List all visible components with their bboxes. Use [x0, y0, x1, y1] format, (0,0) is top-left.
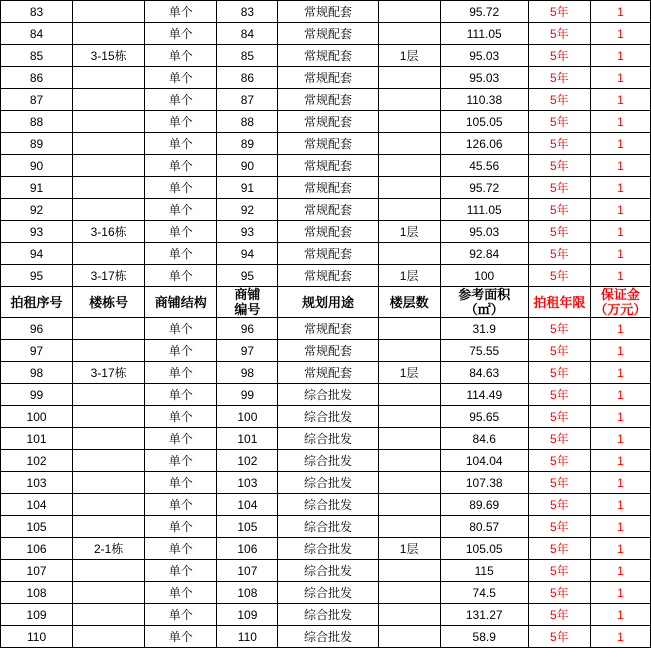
cell-shop-no: 108	[217, 582, 278, 604]
cell-deposit: 1	[590, 362, 650, 384]
header-structure: 商铺结构	[145, 287, 217, 318]
cell-deposit: 1	[590, 243, 650, 265]
cell-structure: 单个	[145, 155, 217, 177]
cell-term: 5年	[528, 494, 590, 516]
cell-seq: 97	[1, 340, 73, 362]
cell-building: 3-17栋	[73, 265, 145, 287]
table-row	[1, 221, 651, 243]
cell-seq: 85	[1, 45, 73, 67]
cell-term: 5年	[528, 384, 590, 406]
cell-shop-no: 99	[217, 384, 278, 406]
cell-deposit: 1	[590, 604, 650, 626]
cell-seq: 84	[1, 23, 73, 45]
cell-floors	[378, 243, 440, 265]
cell-area: 80.57	[440, 516, 528, 538]
table-row	[1, 362, 651, 384]
cell-seq: 105	[1, 516, 73, 538]
cell-term: 5年	[528, 472, 590, 494]
table-row	[1, 67, 651, 89]
table-row	[1, 340, 651, 362]
cell-floors	[378, 89, 440, 111]
table-row	[1, 318, 651, 340]
cell-usage: 常规配套	[278, 133, 378, 155]
header-shop-no: 商铺 编号	[217, 287, 278, 318]
table-row	[1, 23, 651, 45]
cell-floors	[378, 582, 440, 604]
cell-usage: 常规配套	[278, 111, 378, 133]
cell-area: 105.05	[440, 538, 528, 560]
table-row	[1, 265, 651, 287]
cell-term: 5年	[528, 111, 590, 133]
cell-shop-no: 83	[217, 1, 278, 23]
cell-floors	[378, 428, 440, 450]
cell-usage: 综合批发	[278, 516, 378, 538]
cell-building	[73, 626, 145, 648]
cell-deposit: 1	[590, 199, 650, 221]
cell-shop-no: 93	[217, 221, 278, 243]
table-row	[1, 494, 651, 516]
cell-structure: 单个	[145, 111, 217, 133]
cell-term: 5年	[528, 89, 590, 111]
cell-structure: 单个	[145, 406, 217, 428]
cell-shop-no: 88	[217, 111, 278, 133]
cell-term: 5年	[528, 450, 590, 472]
cell-shop-no: 102	[217, 450, 278, 472]
table-row	[1, 1, 651, 23]
table-row	[1, 111, 651, 133]
cell-shop-no: 97	[217, 340, 278, 362]
table-row	[1, 604, 651, 626]
cell-deposit: 1	[590, 582, 650, 604]
cell-floors	[378, 133, 440, 155]
cell-floors	[378, 67, 440, 89]
cell-structure: 单个	[145, 538, 217, 560]
cell-area: 84.63	[440, 362, 528, 384]
cell-term: 5年	[528, 406, 590, 428]
header-term: 拍租年限	[528, 287, 590, 318]
cell-building: 3-15栋	[73, 45, 145, 67]
cell-term: 5年	[528, 560, 590, 582]
cell-deposit: 1	[590, 111, 650, 133]
cell-seq: 94	[1, 243, 73, 265]
cell-seq: 110	[1, 626, 73, 648]
cell-deposit: 1	[590, 177, 650, 199]
cell-term: 5年	[528, 538, 590, 560]
cell-usage: 综合批发	[278, 494, 378, 516]
cell-usage: 常规配套	[278, 177, 378, 199]
cell-usage: 综合批发	[278, 582, 378, 604]
cell-deposit: 1	[590, 428, 650, 450]
cell-structure: 单个	[145, 45, 217, 67]
cell-structure: 单个	[145, 626, 217, 648]
cell-usage: 常规配套	[278, 1, 378, 23]
cell-area: 45.56	[440, 155, 528, 177]
cell-structure: 单个	[145, 265, 217, 287]
cell-floors	[378, 560, 440, 582]
cell-building	[73, 450, 145, 472]
cell-floors: 1层	[378, 221, 440, 243]
cell-building	[73, 243, 145, 265]
cell-area: 95.03	[440, 45, 528, 67]
header-building: 楼栋号	[73, 287, 145, 318]
table-row	[1, 155, 651, 177]
header-seq: 拍租序号	[1, 287, 73, 318]
cell-structure: 单个	[145, 340, 217, 362]
cell-term: 5年	[528, 221, 590, 243]
cell-floors: 1层	[378, 362, 440, 384]
cell-shop-no: 103	[217, 472, 278, 494]
cell-deposit: 1	[590, 538, 650, 560]
cell-deposit: 1	[590, 406, 650, 428]
table-row	[1, 516, 651, 538]
cell-term: 5年	[528, 243, 590, 265]
table-row	[1, 243, 651, 265]
cell-building	[73, 133, 145, 155]
cell-floors: 1层	[378, 265, 440, 287]
table-row	[1, 177, 651, 199]
cell-floors	[378, 199, 440, 221]
cell-area: 107.38	[440, 472, 528, 494]
cell-building	[73, 340, 145, 362]
table-row	[1, 582, 651, 604]
cell-area: 131.27	[440, 604, 528, 626]
cell-usage: 常规配套	[278, 243, 378, 265]
cell-structure: 单个	[145, 133, 217, 155]
cell-usage: 综合批发	[278, 450, 378, 472]
cell-floors	[378, 450, 440, 472]
cell-term: 5年	[528, 318, 590, 340]
cell-shop-no: 92	[217, 199, 278, 221]
cell-building	[73, 89, 145, 111]
table-row	[1, 133, 651, 155]
cell-building	[73, 177, 145, 199]
cell-structure: 单个	[145, 472, 217, 494]
cell-seq: 95	[1, 265, 73, 287]
cell-building	[73, 494, 145, 516]
cell-building	[73, 472, 145, 494]
cell-structure: 单个	[145, 494, 217, 516]
table-header-row	[1, 287, 651, 318]
cell-area: 100	[440, 265, 528, 287]
cell-structure: 单个	[145, 582, 217, 604]
table-row	[1, 406, 651, 428]
cell-area: 95.65	[440, 406, 528, 428]
cell-building	[73, 67, 145, 89]
cell-building	[73, 582, 145, 604]
cell-deposit: 1	[590, 384, 650, 406]
cell-floors	[378, 340, 440, 362]
cell-building	[73, 23, 145, 45]
cell-structure: 单个	[145, 23, 217, 45]
cell-building	[73, 384, 145, 406]
cell-shop-no: 107	[217, 560, 278, 582]
cell-usage: 综合批发	[278, 384, 378, 406]
cell-building	[73, 428, 145, 450]
table-row	[1, 89, 651, 111]
cell-deposit: 1	[590, 67, 650, 89]
cell-area: 92.84	[440, 243, 528, 265]
cell-structure: 单个	[145, 1, 217, 23]
cell-structure: 单个	[145, 450, 217, 472]
cell-usage: 综合批发	[278, 626, 378, 648]
cell-term: 5年	[528, 199, 590, 221]
cell-floors	[378, 177, 440, 199]
cell-usage: 常规配套	[278, 67, 378, 89]
cell-floors	[378, 1, 440, 23]
cell-term: 5年	[528, 265, 590, 287]
header-floors: 楼层数	[378, 287, 440, 318]
cell-shop-no: 105	[217, 516, 278, 538]
cell-seq: 92	[1, 199, 73, 221]
cell-usage: 综合批发	[278, 604, 378, 626]
cell-seq: 101	[1, 428, 73, 450]
cell-structure: 单个	[145, 318, 217, 340]
cell-term: 5年	[528, 582, 590, 604]
cell-deposit: 1	[590, 560, 650, 582]
cell-usage: 综合批发	[278, 472, 378, 494]
cell-area: 115	[440, 560, 528, 582]
cell-building	[73, 318, 145, 340]
cell-structure: 单个	[145, 243, 217, 265]
cell-building	[73, 406, 145, 428]
cell-term: 5年	[528, 45, 590, 67]
cell-seq: 88	[1, 111, 73, 133]
table-row	[1, 199, 651, 221]
table-row	[1, 472, 651, 494]
cell-shop-no: 94	[217, 243, 278, 265]
cell-floors	[378, 318, 440, 340]
cell-deposit: 1	[590, 23, 650, 45]
cell-building	[73, 516, 145, 538]
cell-floors	[378, 406, 440, 428]
cell-shop-no: 90	[217, 155, 278, 177]
cell-area: 89.69	[440, 494, 528, 516]
cell-term: 5年	[528, 626, 590, 648]
cell-usage: 常规配套	[278, 362, 378, 384]
cell-shop-no: 106	[217, 538, 278, 560]
cell-deposit: 1	[590, 340, 650, 362]
cell-seq: 108	[1, 582, 73, 604]
cell-building: 3-17栋	[73, 362, 145, 384]
table-row	[1, 45, 651, 67]
cell-term: 5年	[528, 604, 590, 626]
cell-area: 110.38	[440, 89, 528, 111]
cell-area: 95.72	[440, 177, 528, 199]
cell-term: 5年	[528, 340, 590, 362]
cell-floors	[378, 155, 440, 177]
cell-deposit: 1	[590, 265, 650, 287]
cell-deposit: 1	[590, 626, 650, 648]
cell-deposit: 1	[590, 318, 650, 340]
cell-structure: 单个	[145, 221, 217, 243]
cell-structure: 单个	[145, 177, 217, 199]
cell-deposit: 1	[590, 89, 650, 111]
cell-area: 95.03	[440, 221, 528, 243]
cell-structure: 单个	[145, 67, 217, 89]
cell-term: 5年	[528, 516, 590, 538]
cell-usage: 常规配套	[278, 318, 378, 340]
cell-structure: 单个	[145, 604, 217, 626]
cell-shop-no: 84	[217, 23, 278, 45]
cell-shop-no: 109	[217, 604, 278, 626]
cell-floors	[378, 384, 440, 406]
cell-seq: 107	[1, 560, 73, 582]
cell-shop-no: 89	[217, 133, 278, 155]
cell-structure: 单个	[145, 384, 217, 406]
cell-seq: 98	[1, 362, 73, 384]
cell-floors	[378, 604, 440, 626]
cell-area: 95.72	[440, 1, 528, 23]
cell-seq: 104	[1, 494, 73, 516]
cell-usage: 常规配套	[278, 340, 378, 362]
cell-building	[73, 560, 145, 582]
table-row	[1, 626, 651, 648]
cell-floors: 1层	[378, 45, 440, 67]
cell-deposit: 1	[590, 155, 650, 177]
cell-usage: 综合批发	[278, 560, 378, 582]
cell-usage: 常规配套	[278, 89, 378, 111]
cell-deposit: 1	[590, 45, 650, 67]
cell-usage: 综合批发	[278, 406, 378, 428]
cell-seq: 93	[1, 221, 73, 243]
cell-floors	[378, 472, 440, 494]
cell-floors	[378, 626, 440, 648]
cell-usage: 常规配套	[278, 265, 378, 287]
cell-deposit: 1	[590, 450, 650, 472]
cell-deposit: 1	[590, 494, 650, 516]
cell-term: 5年	[528, 155, 590, 177]
table-row	[1, 538, 651, 560]
cell-area: 31.9	[440, 318, 528, 340]
cell-shop-no: 100	[217, 406, 278, 428]
cell-deposit: 1	[590, 133, 650, 155]
cell-building: 3-16栋	[73, 221, 145, 243]
cell-term: 5年	[528, 362, 590, 384]
cell-seq: 100	[1, 406, 73, 428]
cell-usage: 常规配套	[278, 45, 378, 67]
cell-term: 5年	[528, 67, 590, 89]
cell-term: 5年	[528, 428, 590, 450]
header-deposit: 保证金 （万元）	[590, 287, 650, 318]
cell-area: 104.04	[440, 450, 528, 472]
cell-seq: 91	[1, 177, 73, 199]
cell-area: 114.49	[440, 384, 528, 406]
cell-usage: 综合批发	[278, 538, 378, 560]
cell-deposit: 1	[590, 1, 650, 23]
cell-structure: 单个	[145, 89, 217, 111]
header-area: 参考面积 （㎡）	[440, 287, 528, 318]
cell-area: 84.6	[440, 428, 528, 450]
cell-building	[73, 1, 145, 23]
cell-floors	[378, 23, 440, 45]
cell-structure: 单个	[145, 362, 217, 384]
cell-seq: 89	[1, 133, 73, 155]
cell-shop-no: 87	[217, 89, 278, 111]
cell-shop-no: 95	[217, 265, 278, 287]
cell-seq: 83	[1, 1, 73, 23]
cell-shop-no: 104	[217, 494, 278, 516]
cell-shop-no: 110	[217, 626, 278, 648]
cell-area: 126.06	[440, 133, 528, 155]
cell-seq: 90	[1, 155, 73, 177]
cell-seq: 102	[1, 450, 73, 472]
cell-shop-no: 86	[217, 67, 278, 89]
cell-building: 2-1栋	[73, 538, 145, 560]
cell-seq: 109	[1, 604, 73, 626]
cell-building	[73, 155, 145, 177]
cell-area: 74.5	[440, 582, 528, 604]
cell-term: 5年	[528, 133, 590, 155]
cell-structure: 单个	[145, 516, 217, 538]
cell-term: 5年	[528, 23, 590, 45]
cell-seq: 86	[1, 67, 73, 89]
cell-floors	[378, 494, 440, 516]
cell-area: 58.9	[440, 626, 528, 648]
cell-usage: 综合批发	[278, 428, 378, 450]
cell-building	[73, 199, 145, 221]
cell-building	[73, 111, 145, 133]
cell-structure: 单个	[145, 199, 217, 221]
cell-seq: 103	[1, 472, 73, 494]
cell-shop-no: 91	[217, 177, 278, 199]
cell-floors	[378, 516, 440, 538]
cell-seq: 87	[1, 89, 73, 111]
cell-area: 95.03	[440, 67, 528, 89]
cell-seq: 99	[1, 384, 73, 406]
cell-usage: 常规配套	[278, 155, 378, 177]
cell-shop-no: 101	[217, 428, 278, 450]
cell-area: 111.05	[440, 199, 528, 221]
cell-floors	[378, 111, 440, 133]
cell-structure: 单个	[145, 428, 217, 450]
cell-usage: 常规配套	[278, 23, 378, 45]
cell-building	[73, 604, 145, 626]
cell-seq: 106	[1, 538, 73, 560]
cell-shop-no: 98	[217, 362, 278, 384]
table-row	[1, 384, 651, 406]
cell-structure: 单个	[145, 560, 217, 582]
cell-floors: 1层	[378, 538, 440, 560]
cell-shop-no: 96	[217, 318, 278, 340]
cell-area: 105.05	[440, 111, 528, 133]
cell-deposit: 1	[590, 221, 650, 243]
table-row	[1, 560, 651, 582]
cell-shop-no: 85	[217, 45, 278, 67]
cell-deposit: 1	[590, 516, 650, 538]
cell-term: 5年	[528, 177, 590, 199]
cell-area: 75.55	[440, 340, 528, 362]
cell-usage: 常规配套	[278, 199, 378, 221]
cell-seq: 96	[1, 318, 73, 340]
table-row	[1, 450, 651, 472]
cell-deposit: 1	[590, 472, 650, 494]
cell-term: 5年	[528, 1, 590, 23]
cell-usage: 常规配套	[278, 221, 378, 243]
table-row	[1, 428, 651, 450]
header-usage: 规划用途	[278, 287, 378, 318]
cell-area: 111.05	[440, 23, 528, 45]
